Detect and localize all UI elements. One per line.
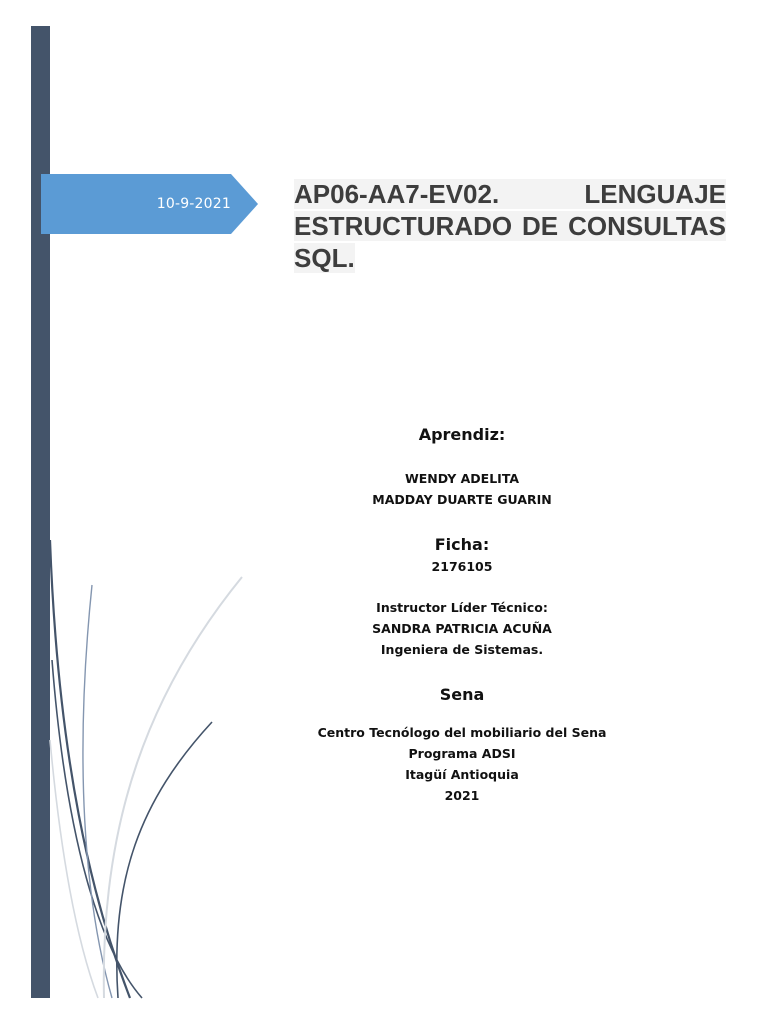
date-tab bbox=[41, 174, 258, 234]
aprendiz-name-line1: WENDY ADELITA bbox=[404, 471, 520, 486]
document-title bbox=[294, 178, 726, 274]
date-text: 10-9-2021 bbox=[156, 196, 231, 212]
sena-heading: Sena bbox=[439, 685, 485, 704]
swoosh-dark-2 bbox=[52, 660, 142, 998]
sena-city: Itagüí Antioquia bbox=[405, 767, 519, 782]
instructor-role: Instructor Líder Técnico: bbox=[376, 600, 548, 615]
ficha-number: 2176105 bbox=[431, 559, 493, 574]
aprendiz-heading: Aprendiz: bbox=[418, 425, 506, 444]
cover-info bbox=[250, 420, 674, 806]
document-title-text: AP06-AA7-EV02. LENGUAJE ESTRUCTURADO DE CONSULTAS SQL. bbox=[294, 179, 726, 273]
aprendiz-name-line2: MADDAY DUARTE GUARIN bbox=[372, 492, 552, 507]
instructor-profession: Ingeniera de Sistemas. bbox=[380, 642, 544, 657]
ficha-heading: Ficha: bbox=[434, 535, 490, 554]
sena-year: 2021 bbox=[444, 788, 480, 803]
swoosh-light-1 bbox=[104, 577, 242, 998]
swoosh-dark-3 bbox=[117, 722, 212, 998]
sena-program: Programa ADSI bbox=[408, 746, 516, 761]
sena-center: Centro Tecnólogo del mobiliario del Sena bbox=[317, 725, 607, 740]
instructor-name: SANDRA PATRICIA ACUÑA bbox=[372, 621, 552, 636]
